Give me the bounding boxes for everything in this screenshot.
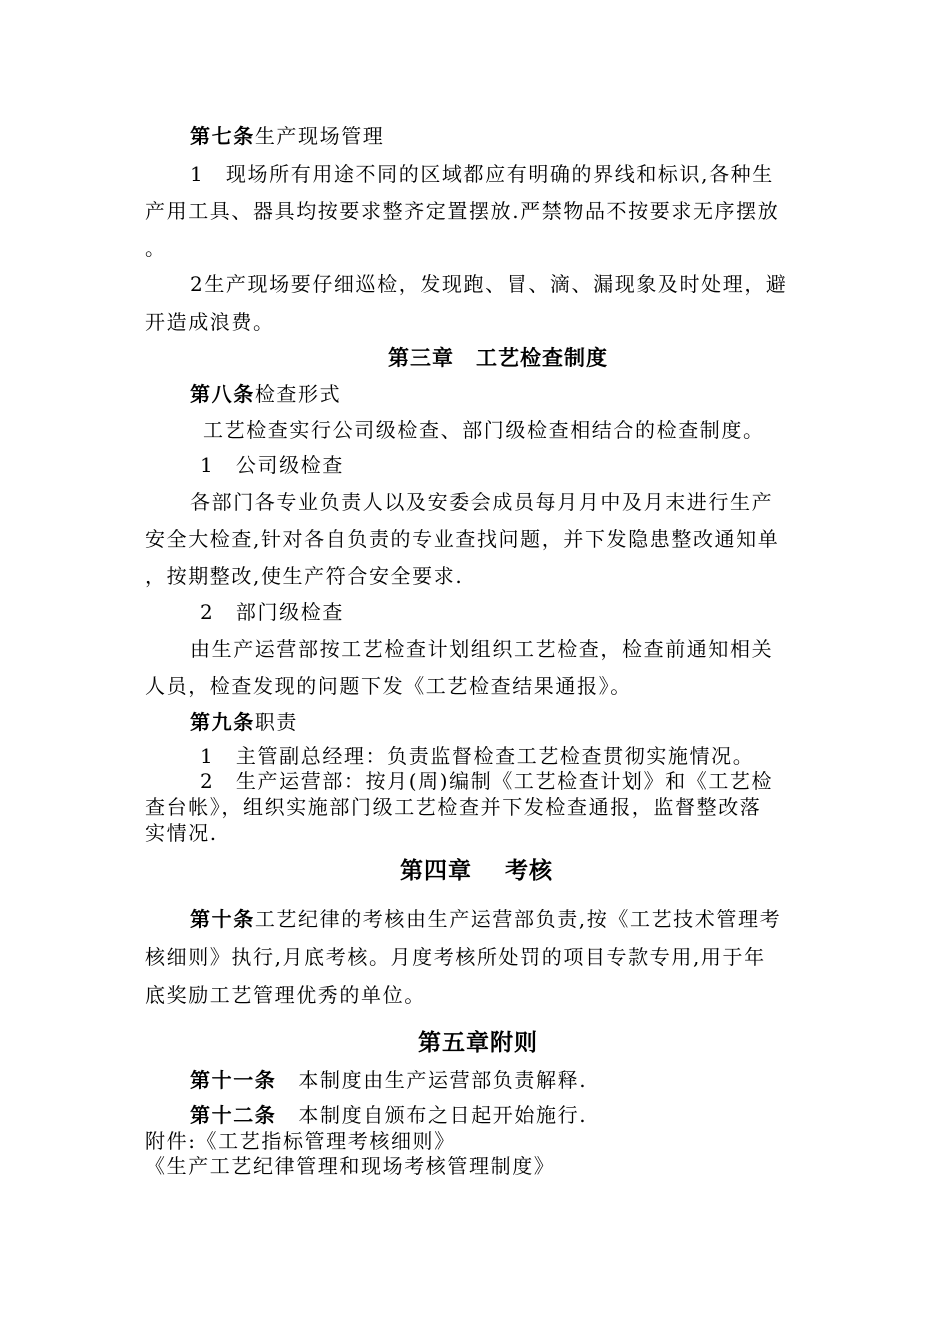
article-10-line3: 底奖励工艺管理优秀的单位。 — [145, 983, 426, 1007]
article-7-p1-line2: 产用工具、器具均按要求整齐定置摆放.严禁物品不按要求无序摆放 — [145, 199, 780, 223]
article-10-label: 第十条 — [190, 907, 255, 931]
article-8-s2-title: 2 部门级检查 — [200, 600, 344, 624]
article-11-label: 第十一条 — [190, 1068, 277, 1092]
article-10-line1-text: 工艺纪律的考核由生产运营部负责,按《工艺技术管理考 — [254, 907, 782, 931]
attachment-line1: 附件:《工艺指标管理考核细则》 — [145, 1129, 456, 1153]
article-10-line2: 核细则》执行,月底考核。月度考核所处罚的项目专款专用,用于年 — [145, 945, 766, 969]
article-7-p2-line2: 开造成浪费。 — [145, 310, 275, 334]
chapter-3-title: 第三章 工艺检查制度 — [388, 346, 608, 370]
article-8-heading — [190, 382, 341, 406]
article-8-s1-line3: ，按期整改,使生产符合安全要求. — [145, 564, 464, 588]
article-9-title: 职责 — [254, 710, 299, 734]
article-7-p1-line3: 。 — [145, 236, 167, 260]
article-8-title: 检查形式 — [254, 382, 342, 406]
article-9-l1: 1 主管副总经理：负责监督检查工艺检查贯彻实施情况。 — [200, 744, 755, 768]
article-7-p1-line1: 1 现场所有用途不同的区域都应有明确的界线和标识,各种生 — [190, 162, 774, 186]
article-9-l2-line2: 查台帐》，组织实施部门级工艺检查并下发检查通报，监督整改落 — [145, 795, 762, 819]
article-9-heading — [190, 710, 298, 734]
article-9-l2-line1: 2 生产运营部：按月(周)编制《工艺检查计划》和《工艺检 — [200, 769, 774, 793]
article-9-l2-line3: 实情况. — [145, 821, 218, 845]
article-8-s2-line2: 人员，检查发现的问题下发《工艺检查结果通报》。 — [145, 674, 632, 698]
chapter-4-title: 第四章 考核 — [400, 858, 554, 884]
article-11-text: 本制度由生产运营部负责解释. — [298, 1068, 588, 1092]
article-8-intro: 工艺检查实行公司级检查、部门级检查相结合的检查制度。 — [203, 418, 765, 442]
article-8-label: 第八条 — [190, 382, 255, 406]
article-7-title: 生产现场管理 — [254, 124, 385, 148]
article-8-s1-line2: 安全大检查,针对各自负责的专业查找问题，并下发隐患整改通知单 — [145, 527, 780, 551]
article-8-s1-line1: 各部门各专业负责人以及安委会成员每月月中及月末进行生产 — [190, 490, 774, 514]
chapter-5-title: 第五章附则 — [418, 1030, 538, 1056]
article-12-label: 第十二条 — [190, 1103, 277, 1127]
article-11 — [190, 1068, 587, 1092]
article-12 — [190, 1103, 587, 1127]
attachment-line2: 《生产工艺纪律管理和现场考核管理制度》 — [145, 1154, 556, 1178]
article-12-text: 本制度自颁布之日起开始施行. — [298, 1103, 588, 1127]
article-8-s2-line1: 由生产运营部按工艺检查计划组织工艺检查，检查前通知相关 — [190, 637, 774, 661]
article-10-line1 — [190, 907, 781, 931]
article-7-p2-line1: 2生产现场要仔细巡检，发现跑、冒、滴、漏现象及时处理，避 — [190, 272, 788, 296]
article-7-heading — [190, 124, 384, 148]
article-9-label: 第九条 — [190, 710, 255, 734]
article-8-s1-title: 1 公司级检查 — [200, 453, 344, 477]
article-7-label: 第七条 — [190, 124, 255, 148]
